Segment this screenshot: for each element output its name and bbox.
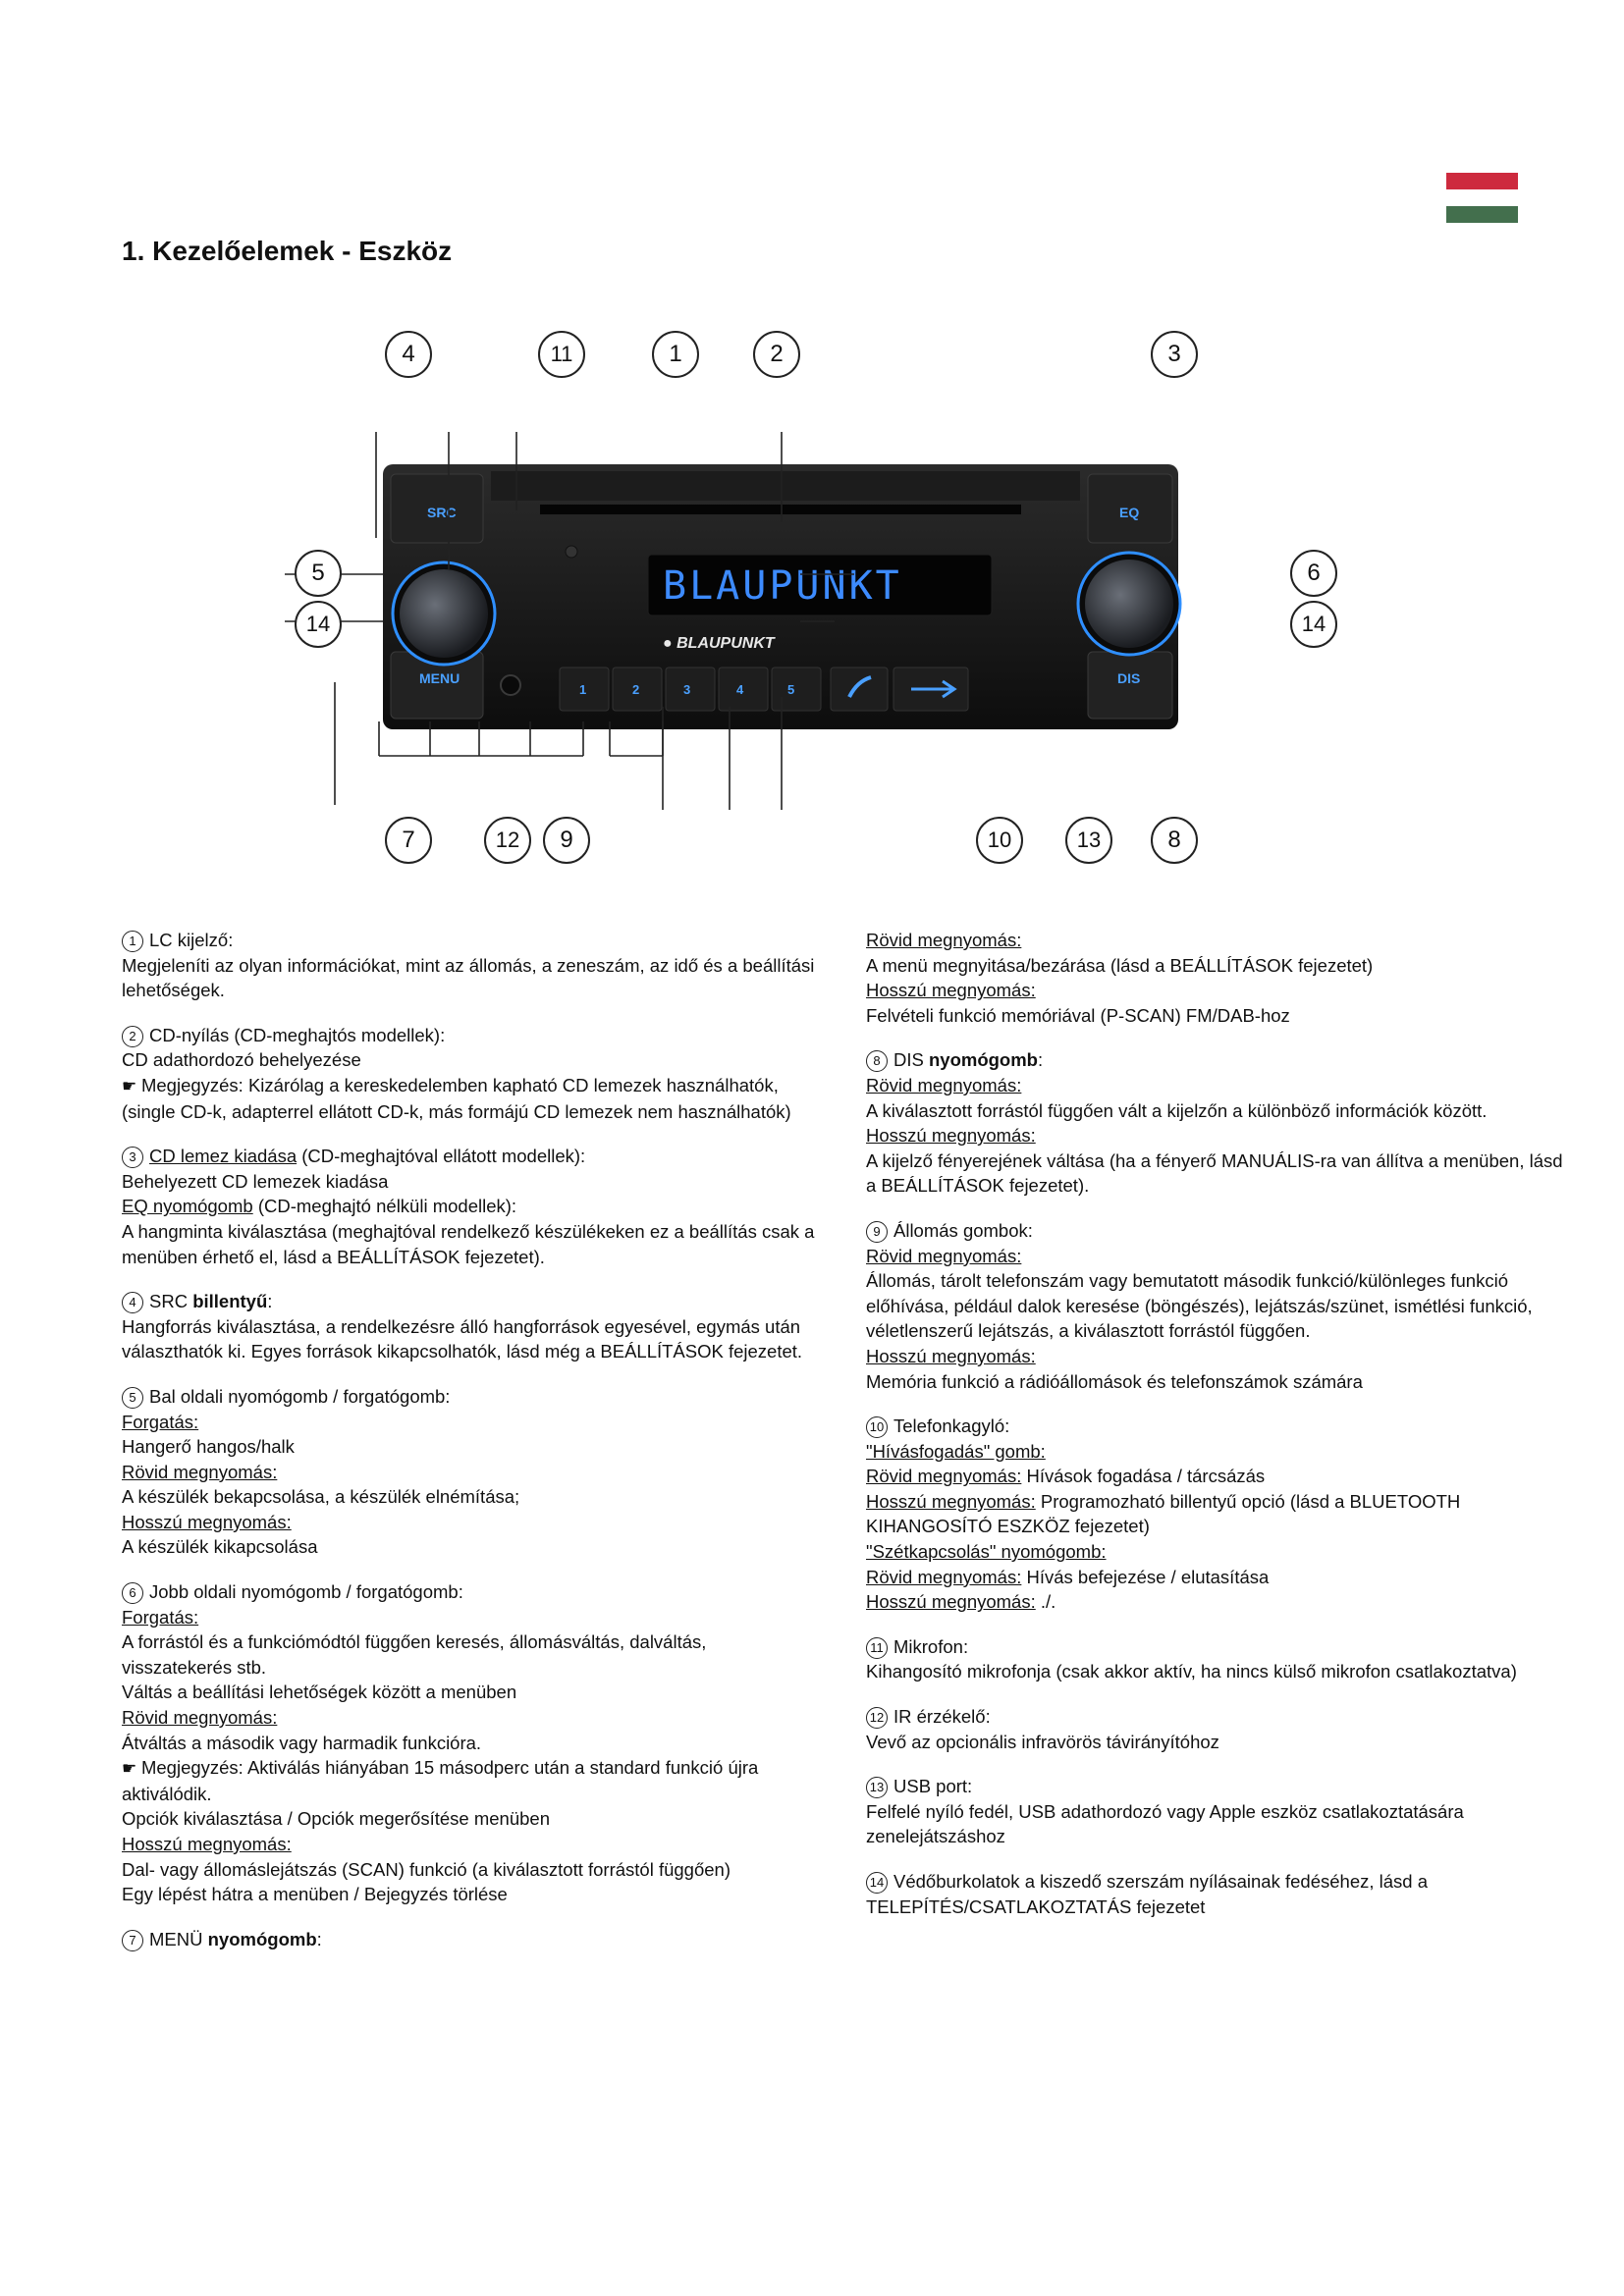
right-column [866,928,1563,1939]
section-title-rest: (CD-meghajtóval ellátott modellek): [297,1146,586,1167]
section-body: Dal- vagy állomáslejátszás (SCAN) funkció (a kiválasztott forrástól függően) [122,1858,731,1880]
lcd-display-text: BLAUPUNKT [663,563,902,609]
section-2 [122,1023,819,1124]
sub-heading: Hosszú megnyomás: [866,1125,1036,1147]
callout-6: 6 [1290,550,1337,597]
section-body: Hangerő hangos/halk [122,1436,295,1458]
flag-green-stripe [1446,206,1518,223]
section-body: ./. [1035,1591,1056,1613]
callout-4: 4 [385,331,432,378]
section-5 [122,1384,819,1560]
callout-14-right: 14 [1290,601,1337,648]
callout-9: 9 [543,817,590,864]
section-4 [122,1289,819,1364]
pointing-hand-icon: ☛ [122,1076,141,1095]
brand-logo: ● BLAUPUNKT [663,635,775,652]
pointing-hand-icon: ☛ [122,1759,141,1779]
note-text: Megjegyzés: Aktiválás hiányában 15 másodperc után a standard funkció újra aktiválódik. [122,1757,759,1804]
item-number: 8 [866,1050,888,1072]
page-title: 1. Kezelőelemek - Eszköz [122,236,453,266]
section-body: Hívás befejezése / elutasítása [1021,1566,1270,1587]
section-title: Telefonkagyló: [893,1415,1010,1437]
item-number: 2 [122,1026,143,1047]
sub-heading: Rövid megnyomás: [866,1466,1022,1487]
section-body: A forrástól és a funkciómódtól függően keresés, állomásváltás, dalváltás, visszatekerés stb. [122,1631,707,1678]
item-number: 5 [122,1387,143,1409]
call-button [831,667,888,711]
callout-14-left: 14 [295,601,342,648]
section-title: MENÜ [149,1928,208,1949]
note-text: Megjegyzés: Kizárólag a kereskedelemben kapható CD lemezek használhatók, (single CD-k, adapterrel ellátott CD-k, más formájú CD lemezek nem használhatók) [122,1074,791,1122]
sub-heading: Hosszú megnyomás: [122,1834,292,1854]
preset-label-1: 1 [579,682,587,697]
section-body: Átváltás a második vagy harmadik funkcióra. [122,1732,482,1753]
sub-heading: Rövid megnyomás: [866,930,1022,950]
sub-heading: Hosszú megnyomás: [866,980,1036,1001]
section-body: A készülék kikapcsolása [122,1536,318,1558]
callout-13: 13 [1065,817,1112,864]
flag-red-stripe [1446,173,1518,189]
callout-7: 7 [385,817,432,864]
sub-heading: Rövid megnyomás: [122,1461,278,1482]
section-title: SRC [149,1291,193,1312]
section-body: Felvételi funkció memóriával (P-SCAN) FM/DAB-hoz [866,1004,1290,1026]
section-7-continued [866,928,1563,1028]
sub-heading: Hosszú megnyomás: [122,1511,292,1532]
callout-8: 8 [1151,817,1198,864]
section-9 [866,1218,1563,1394]
section-10 [866,1414,1563,1615]
flag-white-stripe [1446,189,1518,206]
section-body: Opciók kiválasztása / Opciók megerősítése menüben [122,1808,550,1830]
section-title: Védőburkolatok a kiszedő szerszám nyílásainak fedéséhez, lásd a TELEPÍTÉS/CSATLAKOZTATÁS fejezetet [866,1871,1428,1917]
eq-label: EQ [1119,505,1140,520]
item-number: 10 [866,1416,888,1438]
section-body: A hangminta kiválasztása (meghajtóval rendelkező készülékeken ez a beállítás csak a menüben érhető el, lásd a BEÁLLÍTÁSOK fejezetet). [122,1220,815,1267]
section-body: Váltás a beállítási lehetőségek között a menüben [122,1682,517,1703]
callout-5: 5 [295,550,342,597]
sub-heading: Forgatás: [122,1606,199,1628]
section-title: CD-nyílás (CD-meghajtós modellek): [149,1024,446,1045]
callout-2: 2 [753,331,800,378]
left-knob [400,569,488,658]
section-8 [866,1047,1563,1199]
hungarian-flag [1446,173,1518,223]
item-number: 13 [866,1777,888,1798]
item-number: 11 [866,1637,888,1659]
section-11 [866,1634,1563,1684]
section-title-end: : [267,1291,273,1312]
section-body: A kiválasztott forrástól függően vált a kijelzőn a különböző információk között. [866,1099,1488,1121]
section-body: Hangforrás kiválasztása, a rendelkezésre álló hangforrások egyesével, egymás után választhatók ki. Egyes források kikapcsolhatók, lásd még a BEÁLLÍTÁSOK fejezetet. [122,1315,803,1362]
callout-12: 12 [484,817,531,864]
item-number: 3 [122,1147,143,1168]
section-body: Kihangosító mikrofonja (csak akkor aktív, ha nincs külső mikrofon csatlakoztatva) [866,1661,1517,1682]
section-title: USB port: [893,1776,973,1797]
src-label: SRC [427,505,457,520]
section-title-end: : [1037,1049,1044,1071]
callout-11: 11 [538,331,585,378]
section-title: LC kijelző: [149,930,234,950]
section-body: Programozható billentyű opció (lásd a BLUETOOTH KIHANGOSÍTÓ ESZKÖZ fejezetet) [866,1490,1461,1537]
section-body: Állomás, tárolt telefonszám vagy bemutatott második funkció/különleges funkció előhívása, például dalok keresése (böngészés), lejátszás/szünet, ismétlési funkció, véletlenszerű lejátszás, a kiválasztott forrástól függően. [866,1270,1533,1342]
preset-label-3: 3 [683,682,691,697]
section-14 [866,1869,1563,1919]
section-body: Hívások fogadása / tárcsázás [1021,1466,1266,1487]
section-title: Bal oldali nyomógomb / forgatógomb: [149,1385,451,1407]
section-title-bold: billentyű [192,1291,268,1312]
section-body: Felfelé nyíló fedél, USB adathordozó vagy Apple eszköz csatlakoztatására zenelejátszáshoz [866,1800,1464,1847]
section-3 [122,1144,819,1269]
section-title-bold: nyomógomb [207,1928,317,1949]
ir-sensor [501,675,520,695]
section-body: Megjeleníti az olyan információkat, mint az állomás, a zeneszám, az idő és a beállítási lehetőségek. [122,954,815,1001]
sub-heading: Forgatás: [122,1411,199,1432]
section-body: Memória funkció a rádióállomások és telefonszámok számára [866,1370,1363,1392]
item-number: 4 [122,1292,143,1313]
section-body: A készülék bekapcsolása, a készülék elnémítása; [122,1486,520,1508]
section-title: IR érzékelő: [893,1706,991,1728]
section-12 [866,1704,1563,1754]
section-body: Behelyezett CD lemezek kiadása [122,1170,389,1192]
section-title: Mikrofon: [893,1635,969,1657]
sub-heading: Hosszú megnyomás: [866,1345,1036,1366]
right-knob [1085,560,1173,648]
item-number: 1 [122,931,143,952]
sub-heading: Rövid megnyomás: [866,1074,1022,1095]
preset-label-5: 5 [787,682,795,697]
device-diagram [285,324,1276,874]
item-number: 9 [866,1221,888,1243]
section-title: Jobb oldali nyomógomb / forgatógomb: [149,1581,463,1603]
cd-slot [540,505,1021,514]
item-number: 6 [122,1582,143,1604]
section-6 [122,1579,819,1907]
sub-heading: "Szétkapcsolás" nyomógomb: [866,1541,1107,1563]
section-body: Vevő az opcionális infravörös távirányítóhoz [866,1731,1219,1752]
item-number: 12 [866,1707,888,1729]
top-face [491,471,1080,501]
section-body: A kijelző fényerejének váltása (ha a fényerő MANUÁLIS-ra van állítva a menüben, lásd a BEÁLLÍTÁSOK fejezetet). [866,1149,1563,1197]
sub-heading: Hosszú megnyomás: [866,1591,1036,1613]
section-title-end: : [316,1928,322,1949]
section-body: A menü megnyitása/bezárása (lásd a BEÁLLÍTÁSOK fejezetet) [866,954,1374,976]
section-body: CD adathordozó behelyezése [122,1049,361,1071]
preset-buttons [560,667,968,711]
preset-label-4: 4 [736,682,744,697]
callout-1: 1 [652,331,699,378]
callout-10: 10 [976,817,1023,864]
section-body: Egy lépést hátra a menüben / Bejegyzés törlése [122,1884,508,1905]
sub-heading: "Hívásfogadás" gomb: [866,1440,1046,1462]
section-title: CD lemez kiadása [149,1146,298,1167]
section-title: DIS [893,1049,929,1071]
sub-heading: Rövid megnyomás: [866,1245,1022,1266]
dis-label: DIS [1117,670,1141,686]
preset-button-5 [772,667,821,711]
section-7 [122,1927,819,1952]
preset-label-2: 2 [632,682,640,697]
section-title: Állomás gombok: [893,1219,1033,1241]
item-number: 7 [122,1930,143,1951]
section-1 [122,928,819,1003]
section-13 [866,1774,1563,1849]
sub-heading: Rövid megnyomás: [866,1566,1022,1587]
callout-3: 3 [1151,331,1198,378]
sub-heading: EQ nyomógomb [122,1196,253,1217]
section-title-bold: nyomógomb [928,1049,1038,1071]
left-column [122,928,819,1971]
sub-heading: Hosszú megnyomás: [866,1490,1036,1512]
sub-heading: Rövid megnyomás: [122,1707,278,1729]
sub-heading-rest: (CD-meghajtó nélküli modellek): [252,1196,517,1217]
item-number: 14 [866,1872,888,1894]
microphone [566,546,577,558]
menu-label: MENU [419,670,460,686]
